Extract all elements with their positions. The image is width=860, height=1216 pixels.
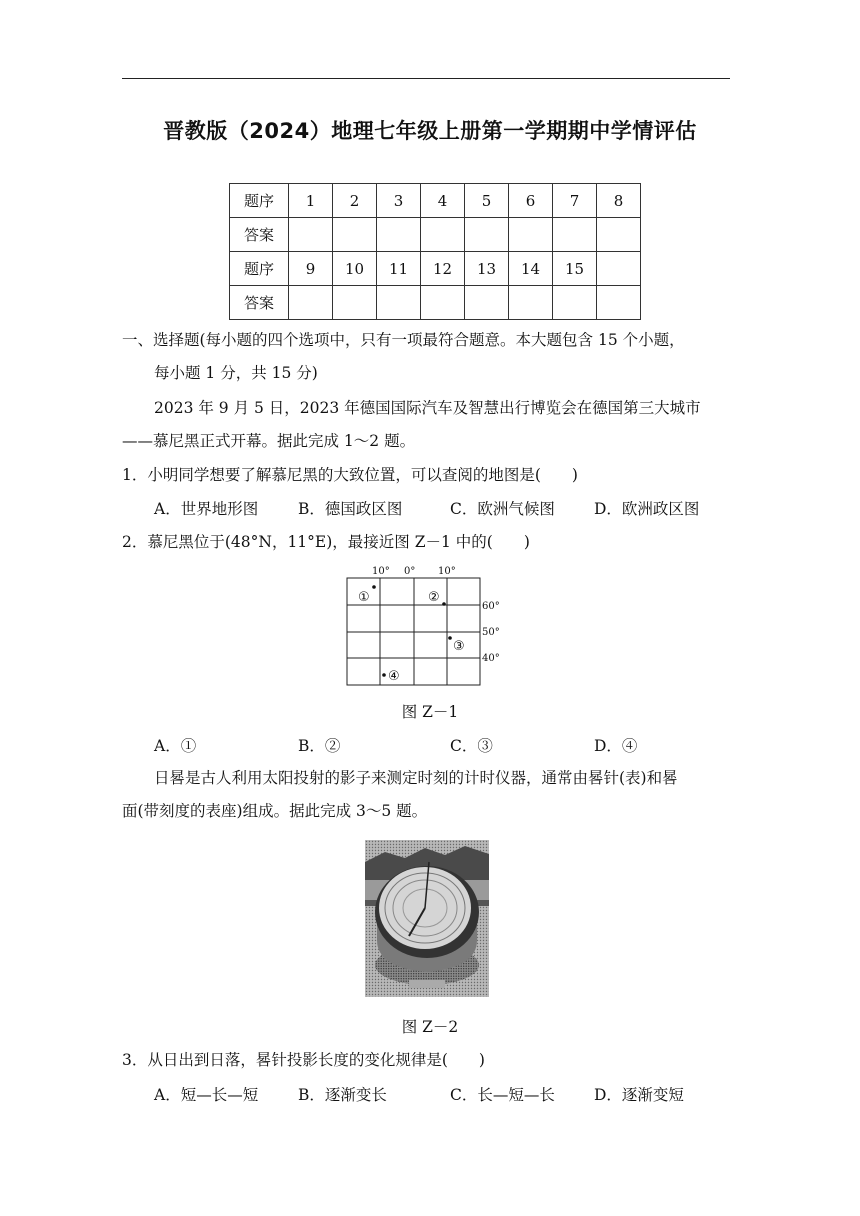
table-cell: 2 [333,184,377,218]
table-cell: 4 [421,184,465,218]
question-1-stem: 1．小明同学想要了解慕尼黑的大致位置，可以查阅的地图是( ) [122,466,578,484]
intro-paragraph: 2023 年 9 月 5 日，2023 年德国国际汽车及智慧出行博览会在德国第三大城市 [154,399,701,417]
question-3-stem: 3．从日出到日落，晷针投影长度的变化规律是( ) [122,1051,485,1069]
table-cell: 13 [465,252,509,286]
figure-z1-grid-map [340,562,510,692]
answer-cell[interactable] [333,218,377,252]
question-2-stem: 2．慕尼黑位于(48°N，11°E)，最接近图 Z－1 中的( ) [122,533,530,551]
table-cell: 8 [597,184,641,218]
answer-cell[interactable] [289,218,333,252]
q3-option-d[interactable]: D．逐渐变短 [594,1086,684,1104]
table-row [230,252,641,286]
intro-paragraph-cont: ——慕尼黑正式开幕。据此完成 1～2 题。 [122,432,416,450]
answer-cell[interactable] [465,218,509,252]
figure-z1-caption: 图 Z－1 [401,703,459,721]
table-header-cell: 答案 [230,286,289,320]
table-header-cell: 题序 [230,252,289,286]
answer-cell[interactable] [553,218,597,252]
page-title: 晋教版（2024）地理七年级上册第一学期期中学情评估 [163,119,697,143]
table-cell: 15 [553,252,597,286]
table-cell: 1 [289,184,333,218]
section-heading: 一、选择题(每小题的四个选项中，只有一项最符合题意。本大题包含 15 个小题， [122,331,685,349]
table-cell [597,252,641,286]
table-cell: 12 [421,252,465,286]
figure-z2-caption: 图 Z－2 [401,1018,459,1036]
table-cell: 9 [289,252,333,286]
top-rule [122,78,730,79]
table-cell: 3 [377,184,421,218]
answer-cell[interactable] [333,286,377,320]
q2-option-a[interactable]: A．① [154,737,197,755]
table-row [230,184,641,218]
answer-cell[interactable] [421,286,465,320]
section-heading-cont: 每小题 1 分，共 15 分) [154,364,318,382]
lon-label: 0° [404,566,416,577]
table-cell: 10 [333,252,377,286]
q2-option-b[interactable]: B．② [298,737,341,755]
table-header-cell: 题序 [230,184,289,218]
table-cell: 7 [553,184,597,218]
answer-cell[interactable] [289,286,333,320]
q3-option-c[interactable]: C．长—短—长 [450,1086,555,1104]
table-cell: 14 [509,252,553,286]
answer-cell[interactable] [597,286,641,320]
lat-label: 60° [482,601,500,612]
q3-option-b[interactable]: B．逐渐变长 [298,1086,387,1104]
q1-option-c[interactable]: C．欧洲气候图 [450,500,555,518]
answer-cell[interactable] [553,286,597,320]
table-row [230,218,641,252]
table-cell: 5 [465,184,509,218]
answer-cell[interactable] [421,218,465,252]
lon-label: 10° [372,566,390,577]
answer-table [229,183,641,320]
q3-option-a[interactable]: A．短—长—短 [154,1086,259,1104]
marker-1: ① [358,590,370,605]
q1-option-a[interactable]: A．世界地形图 [154,500,259,518]
answer-cell[interactable] [377,218,421,252]
marker-2: ② [428,590,440,605]
q1-option-b[interactable]: B．德国政区图 [298,500,403,518]
table-cell: 6 [509,184,553,218]
answer-cell[interactable] [465,286,509,320]
answer-cell[interactable] [509,286,553,320]
intro-paragraph-2-cont: 面(带刻度的表座)组成。据此完成 3～5 题。 [122,802,428,820]
answer-cell[interactable] [509,218,553,252]
answer-cell[interactable] [597,218,641,252]
lat-label: 40° [482,653,500,664]
intro-paragraph-2: 日晷是古人利用太阳投射的影子来测定时刻的计时仪器，通常由晷针(表)和晷 [154,769,678,787]
marker-4: ④ [388,669,400,684]
marker-3: ③ [453,639,465,654]
lat-label: 50° [482,627,500,638]
q2-option-c[interactable]: C．③ [450,737,493,755]
table-cell: 11 [377,252,421,286]
sundial-photo [365,840,489,997]
table-row [230,286,641,320]
table-header-cell: 答案 [230,218,289,252]
q2-option-d[interactable]: D．④ [594,737,638,755]
lon-label: 10° [438,566,456,577]
q1-option-d[interactable]: D．欧洲政区图 [594,500,700,518]
answer-cell[interactable] [377,286,421,320]
